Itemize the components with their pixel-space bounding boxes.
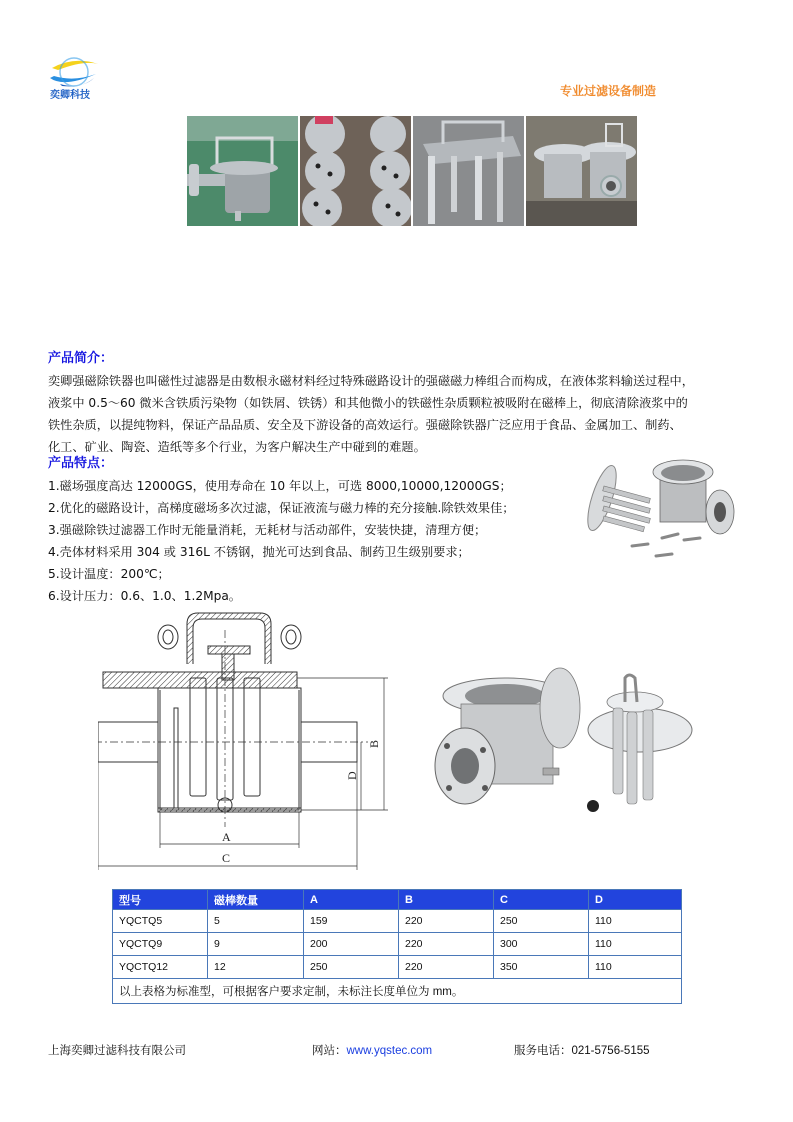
cell-d: 110 bbox=[589, 910, 682, 933]
feature-item: 1.磁场强度高达 12000GS，使用寿命在 10 年以上，可选 8000,10000,12000GS； bbox=[48, 479, 512, 493]
feature-item: 6.设计压力：0.6、1.0、1.2Mpa。 bbox=[48, 589, 241, 603]
table-row bbox=[113, 956, 682, 979]
website-label: 网站： bbox=[312, 1045, 347, 1057]
dimension-label-b: B bbox=[367, 739, 381, 748]
two-filters-photo bbox=[526, 116, 637, 226]
intro-line: 奕卿强磁除铁器也叫磁性过滤器是由数根永磁材料经过特殊磁路设计的强磁磁力棒组合而构成，在液体浆料输送过程中， bbox=[48, 374, 694, 388]
cell-rod-count: 12 bbox=[208, 956, 304, 979]
dimension-label-c: C bbox=[222, 851, 231, 865]
col-header-a: A bbox=[304, 890, 399, 910]
cell-c: 250 bbox=[494, 910, 589, 933]
logo-text: 奕卿科技 bbox=[50, 90, 90, 101]
feature-item: 4.壳体材料采用 304 或 316L 不锈钢，抛光可达到食品、制药卫生级别要求； bbox=[48, 545, 470, 559]
dimension-label-a: A bbox=[222, 830, 231, 844]
product-intro-section bbox=[48, 348, 758, 458]
cell-a: 250 bbox=[304, 956, 399, 979]
cell-model: YQCTQ5 bbox=[113, 910, 208, 933]
spec-table bbox=[112, 889, 682, 1004]
footer-phone bbox=[514, 1042, 650, 1058]
table-note-row bbox=[113, 979, 682, 1004]
feature-item: 2.优化的磁路设计，高梯度磁场多次过滤，保证液流与磁力棒的充分接触.除铁效果佳； bbox=[48, 501, 515, 515]
table-header-row bbox=[113, 890, 682, 910]
cell-a: 200 bbox=[304, 933, 399, 956]
cell-rod-count: 5 bbox=[208, 910, 304, 933]
cell-c: 300 bbox=[494, 933, 589, 956]
intro-line: 铁性杂质，以提纯物料，保证产品品质、安全及下游设备的高效运行。强磁除铁器广泛应用于食品、金属加工、制药、 bbox=[48, 418, 682, 432]
col-header-c: C bbox=[494, 890, 589, 910]
cell-b: 220 bbox=[399, 933, 494, 956]
website-link[interactable]: www.yqstec.com bbox=[346, 1045, 433, 1057]
col-header-b: B bbox=[399, 890, 494, 910]
table-row bbox=[113, 933, 682, 956]
photo-strip bbox=[187, 116, 637, 226]
header-slogan: 专业过滤设备制造 bbox=[560, 84, 657, 98]
phone-number: 021-5756-5155 bbox=[571, 1045, 650, 1057]
cell-a: 159 bbox=[304, 910, 399, 933]
footer-company: 上海奕卿过滤科技有限公司 bbox=[48, 1045, 186, 1057]
col-header-rod-count: 磁棒数量 bbox=[208, 890, 304, 910]
cell-d: 110 bbox=[589, 933, 682, 956]
cell-b: 220 bbox=[399, 910, 494, 933]
cell-model: YQCTQ12 bbox=[113, 956, 208, 979]
filter-on-floor-photo bbox=[187, 116, 298, 226]
disassembled-filter-image bbox=[582, 458, 760, 564]
col-header-model: 型号 bbox=[113, 890, 208, 910]
footer-website bbox=[312, 1042, 432, 1058]
intro-line: 化工、矿业、陶瓷、造纸等多个行业，为客户解决生产中碰到的难题。 bbox=[48, 440, 426, 454]
feature-item: 3.强磁除铁过滤器工作时无能量消耗，无耗材与活动部件，安装快捷，清理方便； bbox=[48, 523, 487, 537]
cell-b: 220 bbox=[399, 956, 494, 979]
feature-item: 5.设计温度：200℃； bbox=[48, 567, 170, 581]
magnetic-rods-photo bbox=[413, 116, 524, 226]
features-heading: 产品特点： bbox=[48, 456, 114, 471]
col-header-d: D bbox=[589, 890, 682, 910]
cell-rod-count: 9 bbox=[208, 933, 304, 956]
cell-c: 350 bbox=[494, 956, 589, 979]
phone-label: 服务电话： bbox=[514, 1045, 572, 1057]
filter-covers-batch-photo bbox=[300, 116, 411, 226]
technical-drawing bbox=[98, 612, 394, 878]
dimension-label-d: D bbox=[345, 771, 359, 780]
cell-model: YQCTQ9 bbox=[113, 933, 208, 956]
intro-heading: 产品简介： bbox=[48, 351, 114, 366]
intro-line: 液浆中 0.5～60 微米含铁质污染物（如铁屑、铁锈）和其他微小的铁磁性杂质颗粒被吸附在磁棒上，彻底清除液浆中的 bbox=[48, 396, 688, 410]
table-note: 以上表格为标准型，可根据客户要求定制，未标注长度单位为 mm。 bbox=[113, 979, 682, 1004]
table-row bbox=[113, 910, 682, 933]
cell-d: 110 bbox=[589, 956, 682, 979]
filter-render-image bbox=[425, 648, 715, 818]
